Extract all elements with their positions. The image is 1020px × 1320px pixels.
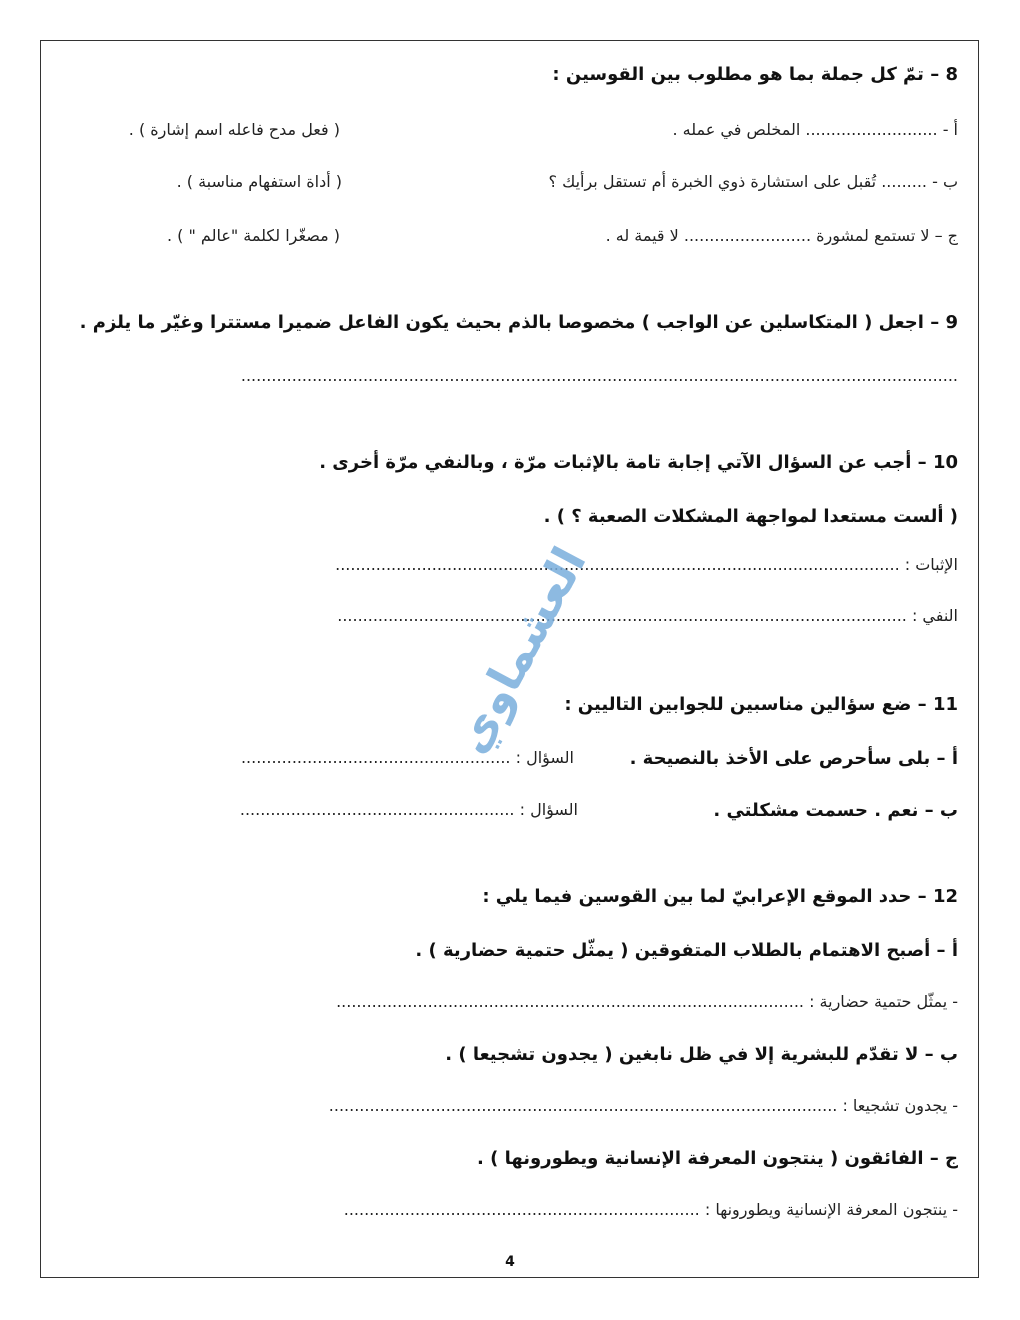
q8-a-hint: ( فعل مدح فاعله اسم إشارة ) . (128, 120, 340, 139)
watermark-text: العشماوي (443, 538, 597, 762)
q10-negative-line[interactable]: النفي : ................................................................................................................ (337, 606, 958, 625)
q8-title: 8 – تمّ كل جملة بما هو مطلوب بين القوسين : (552, 64, 958, 85)
q8-c-text: ج – لا تستمع لمشورة ......................... لا قيمة له . (605, 226, 958, 245)
q11-a-question-line[interactable]: السؤال : ..................................................... (240, 748, 574, 767)
q8-b-text: ب - ......... تُقبل على استشارة ذوي الخبرة أم تستقل برأيك ؟ (548, 172, 958, 191)
q10-title: 10 – أجب عن السؤال الآتي إجابة تامة بالإثبات مرّة ، وبالنفي مرّة أخرى . (319, 452, 958, 473)
q9-answer-line[interactable]: ............................................................................................................................................. (240, 366, 958, 385)
q12-title: 12 – حدد الموقع الإعرابيّ لما بين القوسين فيما يلي : (482, 886, 958, 907)
q12-a-answer-line[interactable]: - يمثّل حتمية حضارية : ............................................................................................ (336, 992, 958, 1011)
q12-c-sentence: ج – الفائقون ( ينتجون المعرفة الإنسانية ويطورونها ) . (477, 1148, 958, 1169)
q12-b-answer-line[interactable]: - يجدون تشجيعا : .................................................................................................... (328, 1096, 958, 1115)
q12-a-sentence: أ – أصبح الاهتمام بالطلاب المتفوقين ( يمثّل حتمية حضارية ) . (415, 940, 958, 961)
q11-a-answer: أ – بلى سأحرص على الأخذ بالنصيحة . (629, 748, 958, 769)
q10-question: ( ألست مستعدا لمواجهة المشكلات الصعبة ؟ ) . (543, 506, 958, 527)
q12-c-answer-line[interactable]: - ينتجون المعرفة الإنسانية ويطورونها : ...................................................................... (343, 1200, 958, 1219)
q9-title: 9 – اجعل ( المتكاسلين عن الواجب ) مخصوصا بالذم بحيث يكون الفاعل ضميرا مستترا وغيّر ما يلزم . (79, 312, 958, 333)
q10-positive-line[interactable]: الإثبات : ............................................................................................................... (335, 555, 958, 574)
q11-b-answer: ب – نعم . حسمت مشكلتي . (713, 800, 958, 821)
q8-a-text: أ - .......................... المخلص في عمله . (672, 120, 958, 139)
q8-b-hint: ( أداة استفهام مناسبة ) . (176, 172, 342, 191)
q11-title: 11 – ضع سؤالين مناسبين للجوابين التاليين : (564, 694, 958, 715)
q11-b-question-line[interactable]: السؤال : ...................................................... (239, 800, 578, 819)
q12-b-sentence: ب – لا تقدّم للبشرية إلا في ظل نابغين ( يجدون تشجيعا ) . (445, 1044, 958, 1065)
q8-c-hint: ( مصغّرا لكلمة "عالم " ) . (166, 226, 340, 245)
page-number: 4 (505, 1254, 515, 1270)
